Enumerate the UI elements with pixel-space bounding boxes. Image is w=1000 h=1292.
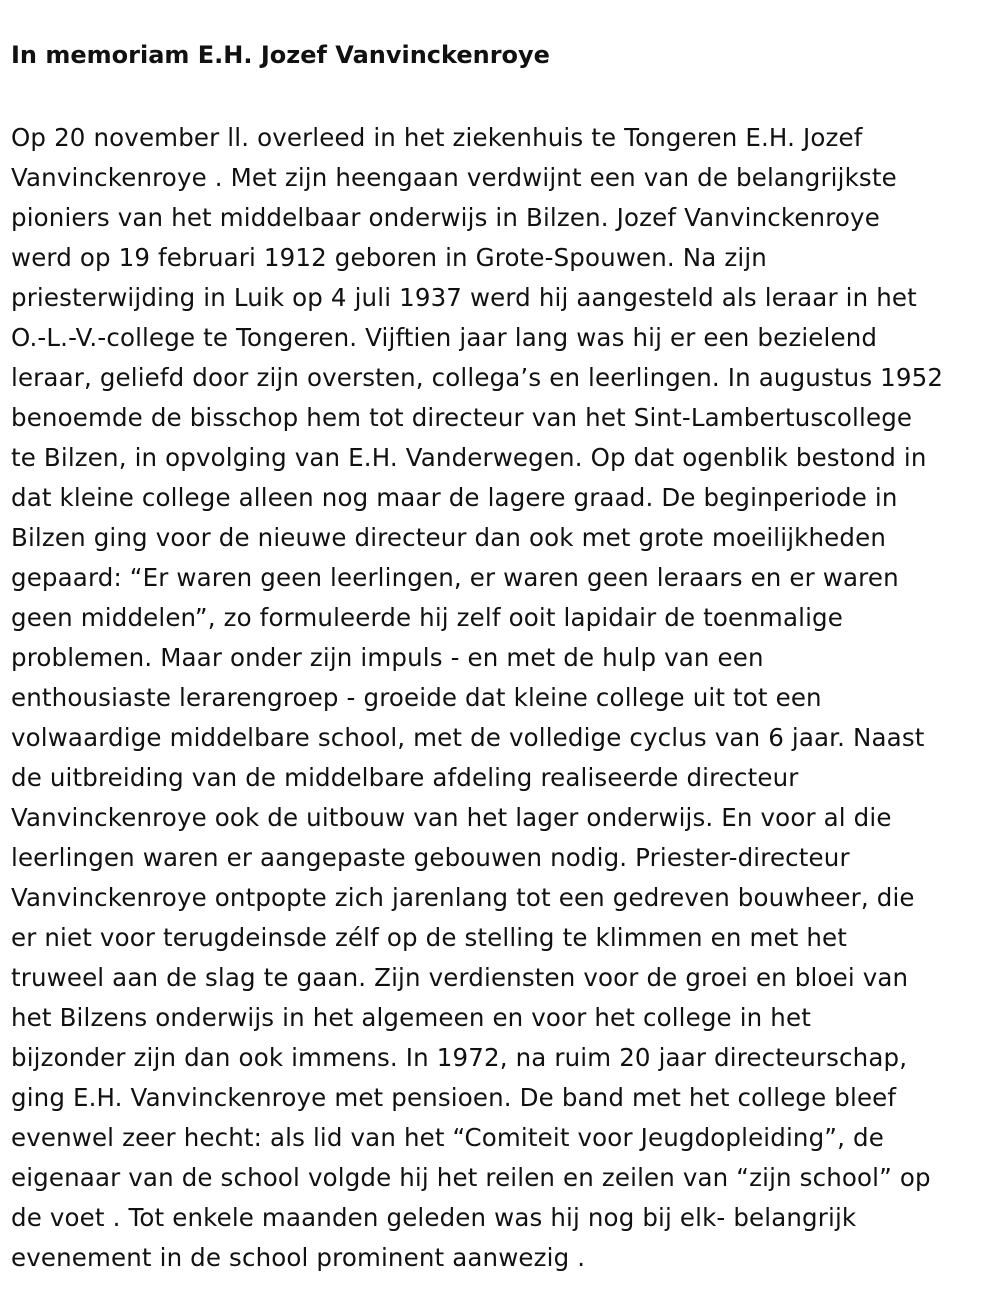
body-line: Vanvinckenroye ontpopte zich jarenlang tot een gedreven bouwheer, die — [11, 883, 915, 912]
body-line: de voet . Tot enkele maanden geleden was hij nog bij elk- belangrijk — [11, 1203, 857, 1232]
body-line: dat kleine college alleen nog maar de lagere graad. De beginperiode in — [11, 483, 898, 512]
body-line: gepaard: “Er waren geen leerlingen, er waren geen leraars en er waren — [11, 563, 899, 592]
body-line: benoemde de bisschop hem tot directeur van het Sint-Lambertuscollege — [11, 403, 913, 432]
body-line: er niet voor terugdeinsde zélf op de stelling te klimmen en met het — [11, 923, 848, 952]
body-line: truweel aan de slag te gaan. Zijn verdiensten voor de groei en bloei van — [11, 963, 909, 992]
body-line: het Bilzens onderwijs in het algemeen en voor het college in het — [11, 1003, 811, 1032]
body-line: Op 20 november ll. overleed in het ziekenhuis te Tongeren E.H. Jozef — [11, 123, 863, 152]
body-line: werd op 19 februari 1912 geboren in Grote-Spouwen. Na zijn — [11, 243, 767, 272]
body-line: problemen. Maar onder zijn impuls - en met de hulp van een — [11, 643, 764, 672]
body-line: Bilzen ging voor de nieuwe directeur dan ook met grote moeilijkheden — [11, 523, 886, 552]
body-line: pioniers van het middelbaar onderwijs in Bilzen. Jozef Vanvinckenroye — [11, 203, 880, 232]
body-line: eigenaar van de school volgde hij het reilen en zeilen van “zijn school” op — [11, 1163, 931, 1192]
body-line: bijzonder zijn dan ook immens. In 1972, na ruim 20 jaar directeurschap, — [11, 1043, 908, 1072]
body-line: te Bilzen, in opvolging van E.H. Vanderwegen. Op dat ogenblik bestond in — [11, 443, 927, 472]
body-line: de uitbreiding van de middelbare afdeling realiseerde directeur — [11, 763, 799, 792]
body-line: evenwel zeer hecht: als lid van het “Comiteit voor Jeugdopleiding”, de — [11, 1123, 884, 1152]
article-title: In memoriam E.H. Jozef Vanvinckenroye — [11, 41, 550, 69]
body-line: O.-L.-V.-college te Tongeren. Vijftien jaar lang was hij er een bezielend — [11, 323, 878, 352]
article-body — [11, 118, 995, 1278]
body-line: enthousiaste lerarengroep - groeide dat kleine college uit tot een — [11, 683, 822, 712]
body-line: leraar, geliefd door zijn oversten, collega’s en leerlingen. In augustus 1952 — [11, 363, 944, 392]
body-line: Vanvinckenroye . Met zijn heengaan verdwijnt een van de belangrijkste — [11, 163, 897, 192]
body-line: ging E.H. Vanvinckenroye met pensioen. De band met het college bleef — [11, 1083, 897, 1112]
body-line: evenement in de school prominent aanwezig . — [11, 1243, 586, 1272]
body-line: volwaardige middelbare school, met de volledige cyclus van 6 jaar. Naast — [11, 723, 925, 752]
body-line: geen middelen”, zo formuleerde hij zelf ooit lapidair de toenmalige — [11, 603, 843, 632]
body-line: Vanvinckenroye ook de uitbouw van het lager onderwijs. En voor al die — [11, 803, 892, 832]
body-line: leerlingen waren er aangepaste gebouwen nodig. Priester-directeur — [11, 843, 850, 872]
body-line: priesterwijding in Luik op 4 juli 1937 werd hij aangesteld als leraar in het — [11, 283, 917, 312]
